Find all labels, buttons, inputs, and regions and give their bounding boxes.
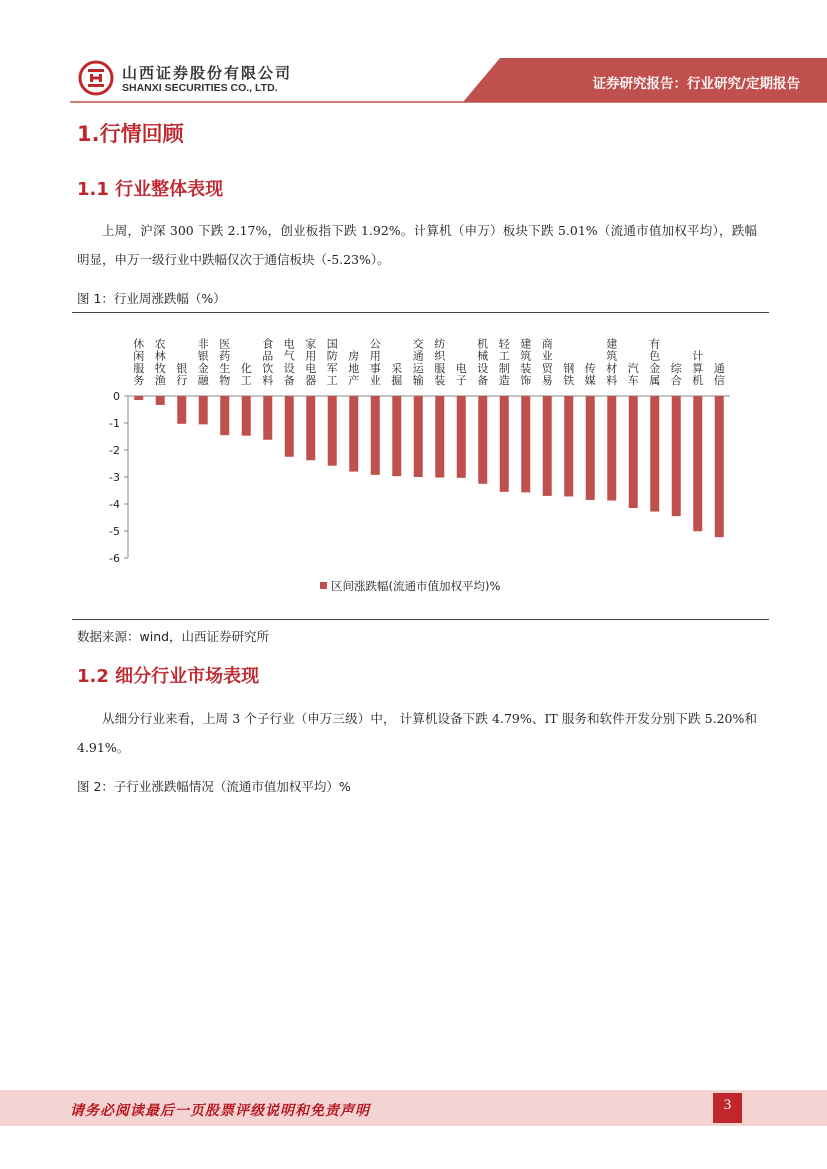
company-name-en: SHANXI SECURITIES CO., LTD. <box>122 82 278 94</box>
bar-建筑材料 <box>607 396 616 500</box>
figure-1-caption: 图 1：行业周涨跌幅（%） <box>77 291 226 306</box>
figure-1-top-rule <box>72 312 769 313</box>
category-label: 银行 <box>176 361 188 387</box>
legend-swatch <box>320 582 327 589</box>
bar-交通运输 <box>414 396 423 477</box>
section-1-1-title: 1.1 行业整体表现 <box>77 179 224 200</box>
bar-计算机 <box>693 396 702 531</box>
category-label: 公用事业 <box>369 337 381 387</box>
bar-电子 <box>457 396 466 478</box>
category-label: 非银金融 <box>197 337 209 387</box>
bar-机械设备 <box>478 396 487 484</box>
bar-银行 <box>177 396 186 424</box>
bar-食品饮料 <box>263 396 272 440</box>
category-label: 钢铁 <box>563 361 575 387</box>
y-tick-label: -4 <box>109 498 120 511</box>
bar-公用事业 <box>371 396 380 475</box>
category-label: 食品饮料 <box>262 337 274 387</box>
page-number: 3 <box>723 1097 732 1113</box>
company-logo <box>78 60 114 96</box>
legend-label: 区间涨跌幅(流通市值加权平均)% <box>331 579 501 593</box>
section-1-2-paragraph: 从细分行业来看，上周 3 个子行业（申万三级）中， 计算机设备下跌 4.79%、IT 服务和软件开发分别下跌 5.20%和 4.91%。 <box>77 711 757 755</box>
bar-采掘 <box>392 396 401 476</box>
bar-医药生物 <box>220 396 229 435</box>
category-label: 计算机 <box>692 349 704 387</box>
y-tick-label: -6 <box>109 552 120 565</box>
bar-电气设备 <box>285 396 294 457</box>
category-label: 电子 <box>455 361 467 387</box>
category-label: 交通运输 <box>412 337 424 387</box>
category-label: 综合 <box>670 361 682 387</box>
category-label: 休闲服务 <box>133 337 145 387</box>
bar-家用电器 <box>306 396 315 460</box>
footer-disclaimer: 请务必阅读最后一页股票评级说明和免责声明 <box>70 1103 370 1119</box>
category-label: 电气设备 <box>283 337 295 387</box>
y-tick-label: 0 <box>113 390 120 403</box>
section-1-1-paragraph: 上周，沪深 300 下跌 2.17%，创业板指下跌 1.92%。计算机（申万）板块下跌 5.01%（流通市值加权平均），跌幅明显，申万一级行业中跌幅仅次于通信板块（-5.23%）。 <box>77 223 757 267</box>
header-banner <box>0 0 827 112</box>
section-1-2-title: 1.2 细分行业市场表现 <box>77 666 260 687</box>
y-tick-label: -1 <box>109 417 120 430</box>
y-tick-label: -3 <box>109 471 120 484</box>
figure-1-source: 数据来源：wind，山西证券研究所 <box>77 629 270 644</box>
figure-1-bottom-rule <box>72 619 769 620</box>
bar-有色金属 <box>650 396 659 512</box>
category-label: 家用电器 <box>305 337 317 387</box>
category-label: 建筑装饰 <box>520 337 532 387</box>
bar-农林牧渔 <box>156 396 165 405</box>
category-label: 轻工制造 <box>498 337 510 387</box>
bar-汽车 <box>629 396 638 508</box>
bar-综合 <box>672 396 681 516</box>
category-label: 农林牧渔 <box>154 337 166 387</box>
category-label: 机械设备 <box>477 337 489 387</box>
y-tick-label: -2 <box>109 444 120 457</box>
company-name-cn: 山西证券股份有限公司 <box>122 64 293 82</box>
category-label: 国防军工 <box>326 337 338 387</box>
category-label: 医药生物 <box>219 337 231 387</box>
bar-休闲服务 <box>134 396 143 400</box>
bar-非银金融 <box>199 396 208 424</box>
report-type-tag: 证券研究报告：行业研究/定期报告 <box>592 76 800 92</box>
section-1-title: 1.行情回顾 <box>77 122 184 146</box>
bar-商业贸易 <box>543 396 552 496</box>
category-label: 通信 <box>713 361 725 387</box>
bar-传媒 <box>586 396 595 500</box>
bar-化工 <box>242 396 251 436</box>
category-label: 纺织服装 <box>434 337 446 387</box>
bar-建筑装饰 <box>521 396 530 492</box>
bar-轻工制造 <box>500 396 509 492</box>
bar-国防军工 <box>328 396 337 466</box>
category-label: 房地产 <box>348 349 360 387</box>
bar-通信 <box>715 396 724 537</box>
bar-纺织服装 <box>435 396 444 478</box>
category-label: 传媒 <box>584 361 596 387</box>
category-label: 化工 <box>240 361 252 387</box>
y-tick-label: -5 <box>109 525 120 538</box>
category-label: 汽车 <box>627 361 639 387</box>
figure-2-caption: 图 2：子行业涨跌幅情况（流通市值加权平均）% <box>77 779 351 794</box>
category-label: 建筑材料 <box>606 337 618 387</box>
bar-钢铁 <box>564 396 573 496</box>
bar-房地产 <box>349 396 358 472</box>
category-label: 采掘 <box>391 361 403 387</box>
category-label: 有色金属 <box>649 337 661 387</box>
category-label: 商业贸易 <box>541 337 553 387</box>
industry-weekly-change-chart <box>72 314 769 619</box>
